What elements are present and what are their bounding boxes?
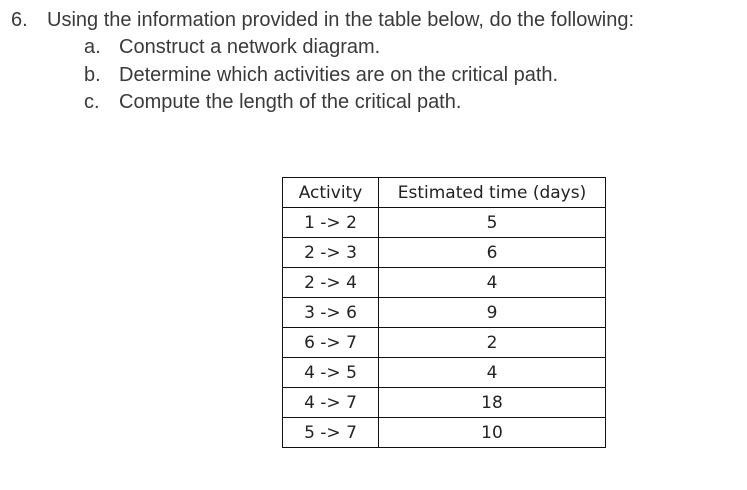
subitem-text: Compute the length of the critical path. <box>119 91 462 113</box>
subitem-b <box>84 62 558 90</box>
time-cell: 6 <box>379 238 606 268</box>
subitem-text: Determine which activities are on the critical path. <box>119 63 559 86</box>
table-row <box>283 358 606 388</box>
time-cell: 18 <box>379 388 606 418</box>
time-cell: 9 <box>379 298 606 328</box>
header-estimated-time: Estimated time (days) <box>379 178 606 208</box>
table-row <box>283 388 606 418</box>
activity-cell: 2 -> 4 <box>283 268 379 298</box>
time-cell: 5 <box>379 208 606 238</box>
question-number: 6. <box>11 9 28 31</box>
subitem-a <box>84 34 558 62</box>
table-header-row <box>283 178 606 208</box>
time-cell: 4 <box>379 358 606 388</box>
activity-cell: 4 -> 5 <box>283 358 379 388</box>
question-line <box>11 7 634 34</box>
table-row <box>283 268 606 298</box>
activity-cell: 4 -> 7 <box>283 388 379 418</box>
activity-cell: 3 -> 6 <box>283 298 379 328</box>
time-cell: 2 <box>379 328 606 358</box>
activity-cell: 6 -> 7 <box>283 328 379 358</box>
time-cell: 4 <box>379 268 606 298</box>
subitem-letter: b. <box>84 63 101 86</box>
subitem-letter: c. <box>84 91 100 113</box>
activity-cell: 1 -> 2 <box>283 208 379 238</box>
question-text: Using the information provided in the table below, do the following: <box>47 9 635 31</box>
subitem-letter: a. <box>84 36 101 58</box>
activity-cell: 2 -> 3 <box>283 238 379 268</box>
subitem-list <box>84 34 558 117</box>
table-row <box>283 238 606 268</box>
time-cell: 10 <box>379 418 606 448</box>
table-row <box>283 298 606 328</box>
table-row <box>283 328 606 358</box>
subitem-text: Construct a network diagram. <box>119 36 381 58</box>
table-row <box>283 418 606 448</box>
activity-table <box>282 177 606 448</box>
subitem-c <box>84 89 558 117</box>
activity-cell: 5 -> 7 <box>283 418 379 448</box>
header-activity: Activity <box>283 178 379 208</box>
table-row <box>283 208 606 238</box>
